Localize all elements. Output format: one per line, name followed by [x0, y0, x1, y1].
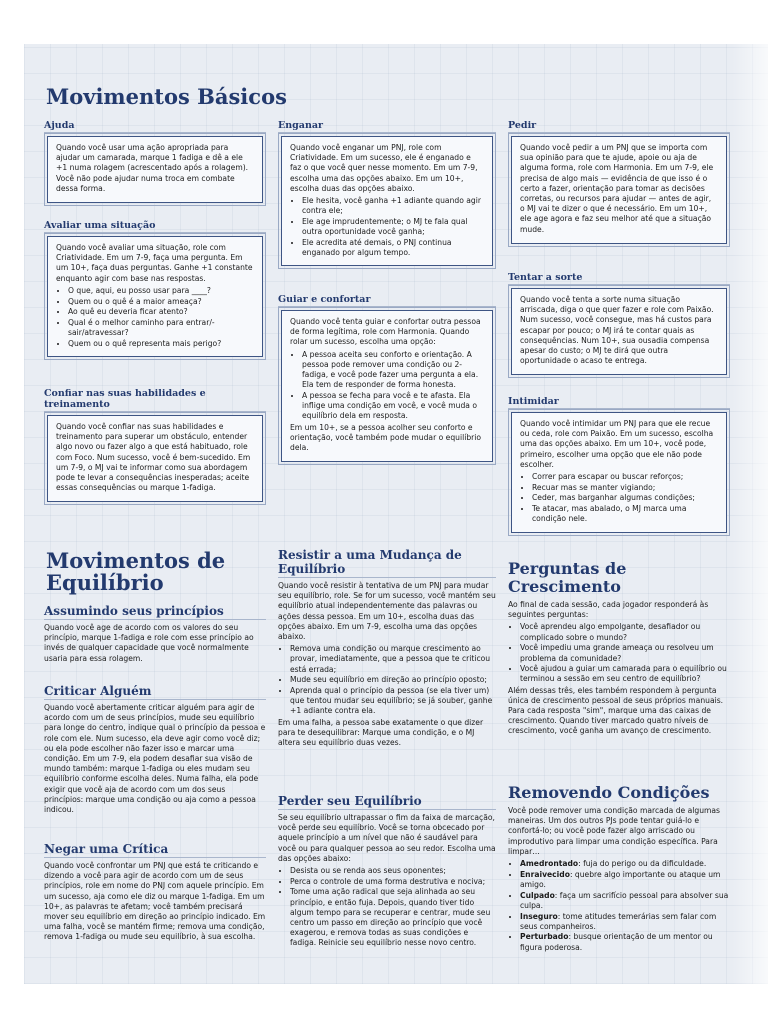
list-item: • Você aprendeu algo empolgante, desafiador ou complicado sobre o mundo?: [520, 622, 730, 642]
decorative-border: [732, 44, 768, 984]
move-text: Quando você confiar nas suas habilidades e treinamento para superar um obstáculo, entender algo novo ou fazer algo a que está habituado, role com Foco. Num sucesso, você é bem-sucedido. Em um 7-9, o MJ vai te informar como sua abordagem pode te levar a consequências inesperadas; aceite essas consequências ou marque 1-fadiga.: [56, 422, 251, 493]
list-item: • Você ajudou a guiar um camarada para o equilíbrio ou terminou a sessão em seu centro de equilíbrio?: [520, 664, 730, 684]
list-item: • Você impediu uma grande ameaça ou resolveu um problema da comunidade?: [520, 643, 730, 663]
removing-conditions: [508, 784, 730, 954]
move-heading: Confiar nas suas habilidades e treinamento: [44, 388, 266, 412]
list-item: • Ao quê eu deveria ficar atento?: [68, 307, 254, 317]
list-item: • Recuar mas se manter vigiando;: [532, 483, 718, 493]
move-heading: Intimidar: [508, 396, 730, 409]
move-text: Quando você resistir à tentativa de um PNJ para mudar seu equilíbrio, role. Se for um sucesso, você mantém seu equilíbrio atual independentemente das palavras ou ações dessa pessoa. Em um 10+, escolha duas das opções abaixo. Em um 7-9, escolha uma das opções abaixo.: [278, 581, 496, 642]
conditions-title: Removendo Condições: [508, 783, 710, 802]
move-heading: Perder seu Equilíbrio: [278, 794, 496, 810]
condition-desc: : busque orientação de um mentor ou figura poderosa.: [520, 932, 713, 952]
growth-text: Ao final de cada sessão, cada jogador responderá às seguintes perguntas:: [508, 600, 709, 620]
move-intimidar: [508, 396, 730, 533]
move-text-after: Em um 10+, se a pessoa acolher seu conforto e orientação, você também pode mudar o equilíbrio dela.: [290, 422, 482, 452]
list-item: [520, 932, 730, 952]
move-negar: [44, 842, 266, 945]
move-criticar: [44, 684, 266, 817]
section-title-balance-moves: Movimentos de Equilíbrio: [46, 548, 226, 595]
move-box: [511, 288, 727, 375]
list-item: [520, 870, 730, 890]
list-item: • Perca o controle de uma forma destrutiva e nociva;: [290, 877, 496, 887]
list-item: [520, 891, 730, 911]
move-text-after: Em uma falha, a pessoa sabe exatamente o que dizer para te desequilibrar: Marque uma condição, e o MJ altera seu equilíbrio duas vezes.: [278, 717, 484, 748]
move-text: Quando você enganar um PNJ, role com Criatividade. Em um sucesso, ele é enganado e faz o que você quer nesse momento. Em um 7-9, escolha uma das opções abaixo. Em um 10+, escolha duas das opções abaixo.: [290, 143, 478, 193]
move-heading: Ajuda: [44, 120, 266, 133]
move-heading: Pedir: [508, 120, 730, 133]
option-list: [290, 350, 484, 422]
move-box: [281, 136, 493, 266]
list-item: • Te atacar, mas abalado, o MJ marca uma condição nele.: [532, 504, 718, 524]
move-text: Quando você usar uma ação apropriada para ajudar um camarada, marque 1 fadiga e dê a ele +1 numa rolagem (acrescentado após a rolagem). Você não pode ajudar numa troca em combate dessa forma.: [56, 143, 249, 193]
section-title-basic-moves: Movimentos Básicos: [46, 84, 287, 109]
move-avaliar: [44, 220, 266, 357]
move-box: [47, 415, 263, 502]
growth-title: Perguntas de Crescimento: [508, 559, 627, 596]
move-text: Quando você intimidar um PNJ para que ele recue ou ceda, role com Paixão. Em um sucesso, escolha uma das opções abaixo. Em um 10+, você pode, primeiro, escolher uma opção que ele não pode escolher.: [520, 419, 714, 469]
move-heading: Criticar Alguém: [44, 684, 266, 700]
list-item: • Mude seu equilíbrio em direção ao princípio oposto;: [290, 675, 496, 685]
condition-name: Culpado: [520, 890, 555, 900]
list-item: • A pessoa se fecha para você e te afasta. Ela inflige uma condição em você, e você muda o equilíbrio dela em resposta.: [302, 391, 484, 422]
move-resistir: [278, 548, 496, 750]
list-item: • Tome uma ação radical que seja alinhada ao seu princípio, e então fuja. Depois, quando tiver tido algum tempo para se recuperar e centrar, mude seu centro um passo em direção ao princípio que você exagerou, e remova todas as suas condições e fadiga. Reinicie seu equilíbrio nesse novo centro.: [290, 887, 496, 948]
move-heading: Avaliar uma situação: [44, 220, 266, 233]
growth-questions: [508, 560, 730, 739]
list-item: • Ceder, mas barganhar algumas condições;: [532, 493, 718, 503]
move-box: [281, 310, 493, 462]
option-list: [56, 286, 254, 349]
growth-text-after: Além dessas três, eles também respondem à pergunta única de crescimento pessoal de seus próprios manuais. Para cada resposta "sim", marque uma das caixas de crescimento. Quando tiver marcado quatro níveis de crescimento, você ganha um avanço de crescimento.: [508, 685, 724, 736]
condition-desc: : faça um sacrifício pessoal para absolver sua culpa.: [520, 890, 729, 910]
move-text: Quando você avaliar uma situação, role com Criatividade. Em um 7-9, faça uma pergunta. Em um 10+, faça duas perguntas. Ganhe +1 constante enquanto agir com base nas respostas.: [56, 243, 253, 283]
list-item: • A pessoa aceita seu conforto e orientação. A pessoa pode remover uma condição ou 2-fadiga, e você pode fazer uma pergunta a ela. Ela tem de responder de forma honesta.: [302, 350, 484, 391]
move-confiar: [44, 388, 266, 502]
move-heading: Enganar: [278, 120, 496, 133]
condition-list: [508, 859, 730, 953]
move-text: Quando você confrontar um PNJ que está te criticando e dizendo a você para agir de acordo com um de seus princípios, role em nome do PNJ com aquele princípio. Em um sucesso, aja como ele diz ou marque 1-fadiga. Em um 10+, as palavras te afetam; você também precisará mover seu equilíbrio em direção ao princípio indicado. Em uma falha, você se mantém firme; remova uma condição, remova 1-fadiga ou mude seu equilíbrio, à sua escolha.: [44, 861, 266, 942]
move-tentar-sorte: [508, 272, 730, 375]
list-item: • Aprenda qual o princípio da pessoa (se ela tiver um) que tentou mudar seu equilíbrio; se já souber, ganhe +1 adiante contra ela.: [290, 686, 496, 717]
move-text: Quando você age de acordo com os valores do seu princípio, marque 1-fadiga e role com esse princípio ao invés de qualquer capacidade que você normalmente usaria para essa rolagem.: [44, 623, 254, 663]
list-item: • Quem ou o quê é a maior ameaça?: [68, 297, 254, 307]
condition-desc: : fuja do perigo ou da dificuldade.: [578, 859, 707, 869]
move-heading: Negar uma Crítica: [44, 842, 266, 858]
move-ajuda: [44, 120, 266, 203]
move-text: Quando você tenta guiar e confortar outra pessoa de forma legítima, role com Harmonia. Quando rolar um sucesso, escolha uma opção:: [290, 317, 481, 347]
list-item: • Correr para escapar ou buscar reforços;: [532, 472, 718, 482]
move-heading: Guiar e confortar: [278, 294, 496, 307]
move-guiar: [278, 294, 496, 462]
list-item: • Desista ou se renda aos seus oponentes;: [290, 866, 496, 876]
condition-name: Amedrontado: [520, 859, 579, 869]
condition-name: Enraivecido: [520, 869, 570, 879]
move-heading: Assumindo seus princípios: [44, 604, 266, 620]
move-box: [47, 236, 263, 357]
condition-name: Perturbado: [520, 932, 569, 942]
move-text: Quando você pedir a um PNJ que se importa com sua opinião para que te ajude, apoie ou aja de alguma forma, role com Harmonia. Em um 7-9, ele precisa de algo mais — evidência de que isso é o certo a fazer, orientação para tomar as decisões corretas, ou recursos para ajudar — antes de agir, o MJ vai te dizer o que é necessário. Em um 10+, ele age agora e faz seu melhor até que a situação mude.: [520, 143, 714, 234]
move-heading: Tentar a sorte: [508, 272, 730, 285]
move-box: [511, 136, 727, 244]
list-item: [520, 859, 730, 869]
list-item: • Ele acredita até demais, o PNJ continua enganado por algum tempo.: [302, 238, 484, 258]
list-item: • Ele hesita, você ganha +1 adiante quando agir contra ele;: [302, 196, 484, 216]
question-list: [508, 622, 730, 684]
move-assumindo: [44, 604, 266, 666]
list-item: • Ele age imprudentemente; o MJ te fala qual outra oportunidade você ganha;: [302, 217, 484, 237]
list-item: • Quem ou o quê representa mais perigo?: [68, 339, 254, 349]
list-item: [520, 912, 730, 932]
move-box: [511, 412, 727, 533]
condition-name: Inseguro: [520, 911, 558, 921]
move-text: Quando você abertamente criticar alguém para agir de acordo com um de seus princípios, mude seu equilíbrio para longe do centro, indique qual o princípio da pessoa e role com ele. Num sucesso, ela deve agir como você diz; ou ela pode escolher não fazer isso e marcar uma condição. Em um 7-9, ela podem desafiar sua visão de mundo também: marque 1-fadiga ou eles mudam seu equilíbrio conforme escolha deles. Numa falha, ela pode exigir que você aja de acordo com um dos seus princípios: marque uma condição ou aja como a pessoa indicou.: [44, 703, 266, 815]
move-pedir: [508, 120, 730, 244]
move-perder: [278, 794, 496, 950]
list-item: • Remova uma condição ou marque crescimento ao provar, imediatamente, que a pessoa que te criticou está errada;: [290, 644, 496, 675]
option-list: [520, 472, 718, 525]
condition-desc: : quebre algo importante ou ataque um amigo.: [520, 869, 721, 889]
list-item: • O que, aqui, eu posso usar para ____?: [68, 286, 254, 296]
option-list: [278, 644, 496, 716]
list-item: • Qual é o melhor caminho para entrar/-sair/atravessar?: [68, 318, 254, 338]
move-box: [47, 136, 263, 203]
move-text: Se seu equilíbrio ultrapassar o fim da faixa de marcação, você perde seu equilíbrio. Você se torna obcecado por aquele princípio a um nível que não é saudável para você ou para qualquer pessoa ao seu redor. Escolha uma das opções abaixo:: [278, 813, 496, 863]
move-heading: Resistir a uma Mudança de Equilíbrio: [278, 548, 496, 578]
move-text: Quando você tenta a sorte numa situação arriscada, diga o que quer fazer e role com Paixão. Num sucesso, você consegue, mas há custos para escapar por pouco; o MJ irá te contar quais as consequências. Num 10+, sua ousadia compensa apesar do custo; o MJ te dirá que outra oportunidade o acaso te entrega.: [520, 295, 714, 366]
move-enganar: [278, 120, 496, 266]
conditions-text: Você pode remover uma condição marcada de algumas maneiras. Um dos outros PJs pode tentar guiá-lo e confortá-lo; ou você pode fazer algo arriscado ou improdutivo para limpar uma condição específica. Para limpar…: [508, 806, 721, 856]
condition-desc: : tome atitudes temerárias sem falar com seus companheiros.: [520, 911, 717, 931]
option-list: [290, 196, 484, 258]
option-list: [278, 866, 496, 949]
